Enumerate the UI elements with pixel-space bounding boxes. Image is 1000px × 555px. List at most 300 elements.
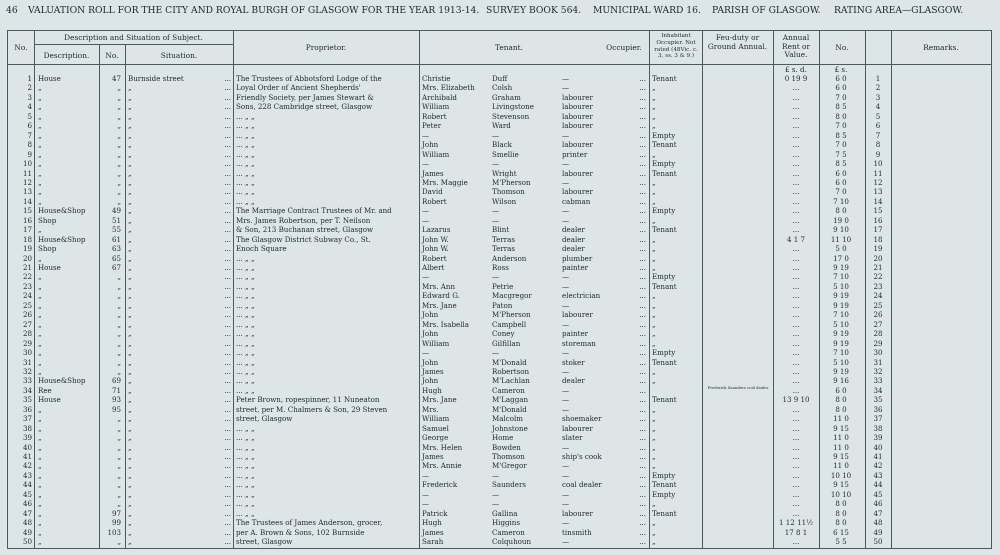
row-description: „ <box>38 159 42 169</box>
row-situation: „ <box>128 385 132 395</box>
row-tenant-dots: ... <box>639 489 646 499</box>
row-proprietor: ... „ „ <box>236 111 255 121</box>
row-tenant-dots: ... <box>639 461 646 471</box>
row-tenant-surname: Bowden <box>492 442 521 452</box>
row-annual-rent: 5 10 <box>833 281 849 291</box>
row-description: „ <box>38 168 42 178</box>
row-feu-duty: 4 1 7 <box>786 234 806 244</box>
row-tenant-occupation: shoemaker <box>562 414 602 424</box>
row-occupier: „ <box>652 187 656 197</box>
row-street-number: „ <box>117 489 121 499</box>
row-number: 39 <box>22 433 32 443</box>
row-number: 27 <box>22 319 32 329</box>
row-tenant-dots: ... <box>639 537 646 547</box>
table-row <box>8 348 993 357</box>
row-number-right: 37 <box>873 414 883 424</box>
row-occupier: Tenant <box>652 168 677 178</box>
row-proprietor: ... „ „ <box>236 508 255 518</box>
row-street-number: „ <box>117 187 121 197</box>
row-number-right: 10 <box>873 159 883 169</box>
row-feu-duty: ... <box>792 366 800 376</box>
table-row <box>8 244 993 253</box>
row-annual-rent: 10 10 <box>830 470 852 480</box>
row-situation-dots: ... <box>224 281 231 291</box>
row-proprietor: ... „ „ <box>236 253 255 263</box>
page-number: 46 <box>6 5 18 16</box>
row-tenant-first: William <box>422 338 450 348</box>
row-feu-duty: ... <box>792 423 800 433</box>
row-situation-dots: ... <box>224 442 231 452</box>
row-tenant-occupation: — <box>562 404 570 414</box>
row-description: „ <box>38 102 42 112</box>
row-occupier: „ <box>652 329 656 339</box>
row-number: 3 <box>27 92 32 102</box>
row-tenant-first: Archibald <box>422 92 457 102</box>
row-tenant-occupation: slater <box>562 433 583 443</box>
row-occupier: „ <box>652 300 656 310</box>
row-situation-dots: ... <box>224 159 231 169</box>
row-proprietor: ... „ „ <box>236 168 255 178</box>
row-tenant-first: Peter <box>422 121 442 131</box>
row-number: 17 <box>22 225 32 235</box>
row-situation: „ <box>128 414 132 424</box>
row-tenant-first: Mrs. Elizabeth <box>422 83 475 93</box>
row-tenant-dots: ... <box>639 376 646 386</box>
row-street-number: „ <box>117 196 121 206</box>
row-tenant-occupation: — <box>562 489 570 499</box>
row-tenant-surname: Blint <box>492 225 510 235</box>
row-tenant-dots: ... <box>639 395 646 405</box>
row-description: „ <box>38 537 42 547</box>
row-occupier: „ <box>652 291 656 301</box>
row-description: „ <box>38 111 42 121</box>
table-row <box>8 320 993 329</box>
row-description: „ <box>38 366 42 376</box>
row-tenant-dots: ... <box>639 508 646 518</box>
row-annual-rent: 8 5 <box>835 159 847 169</box>
row-description: „ <box>38 149 42 159</box>
row-annual-rent: 9 19 <box>833 338 849 348</box>
row-tenant-surname: Saunders <box>492 480 526 490</box>
row-situation: „ <box>128 452 132 461</box>
row-tenant-dots: ... <box>639 281 646 291</box>
row-tenant-occupation: dealer <box>562 234 585 244</box>
table-row <box>8 197 993 206</box>
row-number-right: 1 <box>875 74 881 83</box>
row-occupier: Tenant <box>652 74 677 83</box>
row-tenant-dots: ... <box>639 102 646 112</box>
row-annual-rent: 9 15 <box>833 452 849 461</box>
row-tenant-first: Frederick <box>422 480 458 490</box>
row-occupier: Empty <box>652 470 676 480</box>
row-proprietor: ... „ „ <box>236 366 255 376</box>
row-number-right: 23 <box>873 281 883 291</box>
row-tenant-dots: ... <box>639 338 646 348</box>
row-number-right: 31 <box>873 357 883 367</box>
row-proprietor: ... „ „ <box>236 319 255 329</box>
table-row <box>8 140 993 149</box>
row-tenant-surname: — <box>492 130 500 140</box>
row-situation-dots: ... <box>224 83 231 93</box>
table-row <box>8 301 993 310</box>
row-situation-dots: ... <box>224 319 231 329</box>
row-tenant-surname: M'Donald <box>492 357 527 367</box>
row-tenant-first: Mrs. <box>422 404 439 414</box>
row-tenant-first: Samuel <box>422 423 449 433</box>
row-occupier: „ <box>652 310 656 320</box>
row-situation-dots: ... <box>224 196 231 206</box>
row-tenant-dots: ... <box>639 234 646 244</box>
row-tenant-occupation: — <box>562 206 570 216</box>
row-number: 22 <box>22 272 32 282</box>
row-tenant-dots: ... <box>639 272 646 282</box>
row-tenant-dots: ... <box>639 74 646 83</box>
row-proprietor: The Trustees of James Anderson, grocer, <box>236 518 383 528</box>
row-situation: „ <box>128 376 132 386</box>
row-annual-rent: 9 15 <box>833 423 849 433</box>
row-number-right: 3 <box>875 92 881 102</box>
row-description: House <box>38 74 61 83</box>
row-occupier: „ <box>652 149 656 159</box>
row-occupier: „ <box>652 196 656 206</box>
row-tenant-first: Mrs. Jane <box>422 395 457 405</box>
row-situation-dots: ... <box>224 395 231 405</box>
row-tenant-first: James <box>422 452 444 461</box>
row-annual-rent: 9 19 <box>833 366 849 376</box>
row-situation-dots: ... <box>224 177 231 187</box>
row-street-number: „ <box>117 177 121 187</box>
row-tenant-first: John <box>422 329 439 339</box>
row-proprietor: street, Glasgow <box>236 537 293 547</box>
row-tenant-surname: — <box>492 159 500 169</box>
row-proprietor: ... „ „ <box>236 263 255 272</box>
row-proprietor: ... „ „ <box>236 338 255 348</box>
row-number-right: 43 <box>873 470 883 480</box>
row-annual-rent: 11 0 <box>833 433 849 443</box>
row-tenant-dots: ... <box>639 244 646 254</box>
row-street-number: „ <box>117 121 121 131</box>
feu-subhead: £ s. d. <box>785 65 807 74</box>
table-row <box>8 187 993 196</box>
row-feu-duty: ... <box>792 300 800 310</box>
row-tenant-occupation: — <box>562 177 570 187</box>
row-situation: „ <box>128 111 132 121</box>
row-feu-duty: ... <box>792 508 800 518</box>
row-number: 42 <box>22 461 32 471</box>
row-tenant-occupation: — <box>562 281 570 291</box>
row-situation-dots: ... <box>224 111 231 121</box>
row-tenant-first: Sarah <box>422 537 444 547</box>
row-tenant-surname: Wilson <box>492 196 517 206</box>
row-tenant-first: John W. <box>422 244 449 254</box>
row-description: „ <box>38 338 42 348</box>
row-description: „ <box>38 92 42 102</box>
row-description: „ <box>38 83 42 93</box>
row-proprietor: ... „ „ <box>236 300 255 310</box>
row-number-right: 2 <box>875 83 881 93</box>
row-situation-dots: ... <box>224 92 231 102</box>
row-number-right: 7 <box>875 130 881 140</box>
row-occupier: „ <box>652 423 656 433</box>
row-number-right: 27 <box>873 319 883 329</box>
row-feu-duty: ... <box>792 385 800 395</box>
row-tenant-occupation: — <box>562 518 570 528</box>
row-street-number: „ <box>117 348 121 358</box>
row-occupier: „ <box>652 518 656 528</box>
row-tenant-first: John <box>422 140 439 150</box>
row-number: 47 <box>22 508 32 518</box>
row-feu-duty: ... <box>792 357 800 367</box>
row-number: 7 <box>27 130 32 140</box>
row-occupier: Empty <box>652 206 676 216</box>
row-number-right: 38 <box>873 423 883 433</box>
row-proprietor: per A. Brown & Sons, 102 Burnside <box>236 527 365 537</box>
row-tenant-first: Mrs. Maggie <box>422 177 468 187</box>
row-situation: „ <box>128 404 132 414</box>
row-occupier: Empty <box>652 130 676 140</box>
row-situation: „ <box>128 310 132 320</box>
row-tenant-surname: Paton <box>492 300 513 310</box>
row-number-right: 42 <box>873 461 883 471</box>
row-feu-duty: ... <box>792 187 800 197</box>
col-description: Description. <box>43 51 90 60</box>
row-street-number: „ <box>117 414 121 424</box>
row-situation-dots: ... <box>224 215 231 225</box>
row-street-number: „ <box>117 168 121 178</box>
row-number-right: 9 <box>875 149 881 159</box>
row-situation: „ <box>128 244 132 254</box>
row-proprietor: ... „ „ <box>236 348 255 358</box>
row-tenant-dots: ... <box>639 263 646 272</box>
col-no-right: No. <box>835 43 849 52</box>
row-occupier: „ <box>652 366 656 376</box>
rating-area: RATING AREA—GLASGOW. <box>834 5 964 16</box>
row-description: „ <box>38 281 42 291</box>
table-row <box>8 159 993 168</box>
row-situation-dots: ... <box>224 130 231 140</box>
row-number-right: 34 <box>873 385 883 395</box>
table-row <box>8 537 993 546</box>
row-number-right: 18 <box>873 234 883 244</box>
row-tenant-occupation: painter <box>562 329 589 339</box>
row-number: 30 <box>22 348 32 358</box>
row-annual-rent: 7 10 <box>833 196 849 206</box>
row-number: 44 <box>22 480 32 490</box>
row-feu-duty: ... <box>792 404 800 414</box>
row-annual-rent: 9 16 <box>833 376 849 386</box>
row-annual-rent: 7 0 <box>835 187 847 197</box>
row-street-number: „ <box>117 461 121 471</box>
table-row <box>8 93 993 102</box>
row-tenant-first: Mrs. Annie <box>422 461 462 471</box>
row-feu-duty: ... <box>792 489 800 499</box>
row-annual-rent: 9 19 <box>833 263 849 272</box>
row-tenant-first: Hugh <box>422 518 442 528</box>
row-number-right: 28 <box>873 329 883 339</box>
row-number-right: 50 <box>873 537 883 547</box>
table-row <box>8 480 993 489</box>
row-tenant-occupation: labourer <box>562 310 593 320</box>
row-tenant-first: Albert <box>422 263 445 272</box>
row-tenant-occupation: dealer <box>562 244 585 254</box>
row-street-number: 69 <box>111 376 121 386</box>
row-occupier: „ <box>652 215 656 225</box>
row-annual-rent: 7 5 <box>835 149 847 159</box>
row-tenant-occupation: — <box>562 83 570 93</box>
row-proprietor: ... „ „ <box>236 433 255 443</box>
row-number: 20 <box>22 253 32 263</box>
row-tenant-occupation: — <box>562 366 570 376</box>
row-tenant-dots: ... <box>639 149 646 159</box>
survey-book: SURVEY BOOK 564. <box>486 5 582 16</box>
row-tenant-occupation: dealer <box>562 225 585 235</box>
row-annual-rent: 6 0 <box>835 74 847 83</box>
row-street-number: „ <box>117 272 121 282</box>
row-tenant-first: — <box>422 206 430 216</box>
row-tenant-occupation: labourer <box>562 111 593 121</box>
row-tenant-dots: ... <box>639 366 646 376</box>
row-number-right: 29 <box>873 338 883 348</box>
row-situation: „ <box>128 225 132 235</box>
row-tenant-occupation: stoker <box>562 357 585 367</box>
row-number-right: 13 <box>873 187 883 197</box>
row-annual-rent: 8 0 <box>835 499 847 509</box>
row-description: House&Shop <box>38 206 86 216</box>
row-annual-rent: 6 0 <box>835 83 847 93</box>
row-annual-rent: 9 19 <box>833 300 849 310</box>
row-tenant-occupation: — <box>562 442 570 452</box>
row-occupier: „ <box>652 177 656 187</box>
row-street-number: „ <box>117 281 121 291</box>
row-situation: „ <box>128 329 132 339</box>
row-street-number: 49 <box>111 206 121 216</box>
row-number: 25 <box>22 300 32 310</box>
row-proprietor: ... „ „ <box>236 329 255 339</box>
table-row <box>8 178 993 187</box>
row-feu-duty: ... <box>792 159 800 169</box>
row-number-right: 39 <box>873 433 883 443</box>
row-street-number: „ <box>117 433 121 443</box>
row-number-right: 44 <box>873 480 883 490</box>
row-street-number: „ <box>117 310 121 320</box>
table-row <box>8 471 993 480</box>
row-description: „ <box>38 442 42 452</box>
row-proprietor: ... „ „ <box>236 423 255 433</box>
row-number: 28 <box>22 329 32 339</box>
row-tenant-surname: Smellie <box>492 149 519 159</box>
row-proprietor: ... „ „ <box>236 489 255 499</box>
row-situation: „ <box>128 489 132 499</box>
row-annual-rent: 7 0 <box>835 92 847 102</box>
table-row <box>8 461 993 470</box>
row-number: 41 <box>22 452 32 461</box>
row-description: „ <box>38 423 42 433</box>
row-number-right: 45 <box>873 489 883 499</box>
row-number: 24 <box>22 291 32 301</box>
row-description: „ <box>38 527 42 537</box>
row-number: 36 <box>22 404 32 414</box>
row-street-number: 47 <box>111 74 121 83</box>
row-feu-duty: ... <box>792 291 800 301</box>
row-feu-duty: 13 9 10 <box>782 395 810 405</box>
row-annual-rent: 8 0 <box>835 111 847 121</box>
row-feu-duty: ... <box>792 348 800 358</box>
row-proprietor: ... „ „ <box>236 499 255 509</box>
row-situation-dots: ... <box>224 149 231 159</box>
row-tenant-surname: Graham <box>492 92 521 102</box>
row-street-number: 67 <box>111 263 121 272</box>
row-proprietor: Loyal Order of Ancient Shepherds' <box>236 83 361 93</box>
row-tenant-occupation: — <box>562 395 570 405</box>
row-street-number: 95 <box>111 404 121 414</box>
row-situation-dots: ... <box>224 376 231 386</box>
row-tenant-dots: ... <box>639 452 646 461</box>
row-occupier: „ <box>652 376 656 386</box>
row-tenant-dots: ... <box>639 196 646 206</box>
row-description: „ <box>38 121 42 131</box>
row-annual-rent: 7 0 <box>835 140 847 150</box>
row-occupier: Tenant <box>652 225 677 235</box>
row-number-right: 22 <box>873 272 883 282</box>
row-tenant-surname: Stevenson <box>492 111 530 121</box>
row-occupier: „ <box>652 527 656 537</box>
row-number-right: 8 <box>875 140 881 150</box>
row-number: 33 <box>22 376 32 386</box>
row-proprietor: ... „ „ <box>236 187 255 197</box>
row-street-number: „ <box>117 357 121 367</box>
parish: PARISH OF GLASGOW. <box>712 5 821 16</box>
row-tenant-occupation: labourer <box>562 121 593 131</box>
row-situation: „ <box>128 499 132 509</box>
row-feu-duty: ... <box>792 461 800 471</box>
row-feu-duty: ... <box>792 206 800 216</box>
row-situation: „ <box>128 159 132 169</box>
row-description: „ <box>38 272 42 282</box>
row-number-right: 15 <box>873 206 883 216</box>
row-situation-dots: ... <box>224 404 231 414</box>
row-annual-rent: 8 5 <box>835 130 847 140</box>
row-tenant-occupation: ship's cook <box>562 452 602 461</box>
table-row <box>8 83 993 92</box>
row-proprietor: ... „ „ <box>236 149 255 159</box>
row-occupier: „ <box>652 338 656 348</box>
row-proprietor: ... „ „ <box>236 130 255 140</box>
row-tenant-surname: Cameron <box>492 385 525 395</box>
row-proprietor: The Marriage Contract Trustees of Mr. and <box>236 206 392 216</box>
row-annual-rent: 5 10 <box>833 319 849 329</box>
row-feu-duty: ... <box>792 196 800 206</box>
row-tenant-dots: ... <box>639 140 646 150</box>
row-description: „ <box>38 357 42 367</box>
row-occupier: „ <box>652 537 656 547</box>
row-street-number: 103 <box>107 527 121 537</box>
row-tenant-dots: ... <box>639 499 646 509</box>
row-situation: „ <box>128 215 132 225</box>
row-feu-duty: ... <box>792 338 800 348</box>
row-tenant-first: Robert <box>422 196 447 206</box>
table-row <box>8 121 993 130</box>
row-situation-dots: ... <box>224 244 231 254</box>
row-street-number: 63 <box>111 244 121 254</box>
row-situation-dots: ... <box>224 263 231 272</box>
row-situation-dots: ... <box>224 452 231 461</box>
row-tenant-first: James <box>422 366 444 376</box>
row-number-right: 20 <box>873 253 883 263</box>
row-proprietor: ... „ „ <box>236 470 255 480</box>
row-tenant-surname: Livingstone <box>492 102 534 112</box>
row-tenant-surname: M'Donald <box>492 404 527 414</box>
row-number: 18 <box>22 234 32 244</box>
